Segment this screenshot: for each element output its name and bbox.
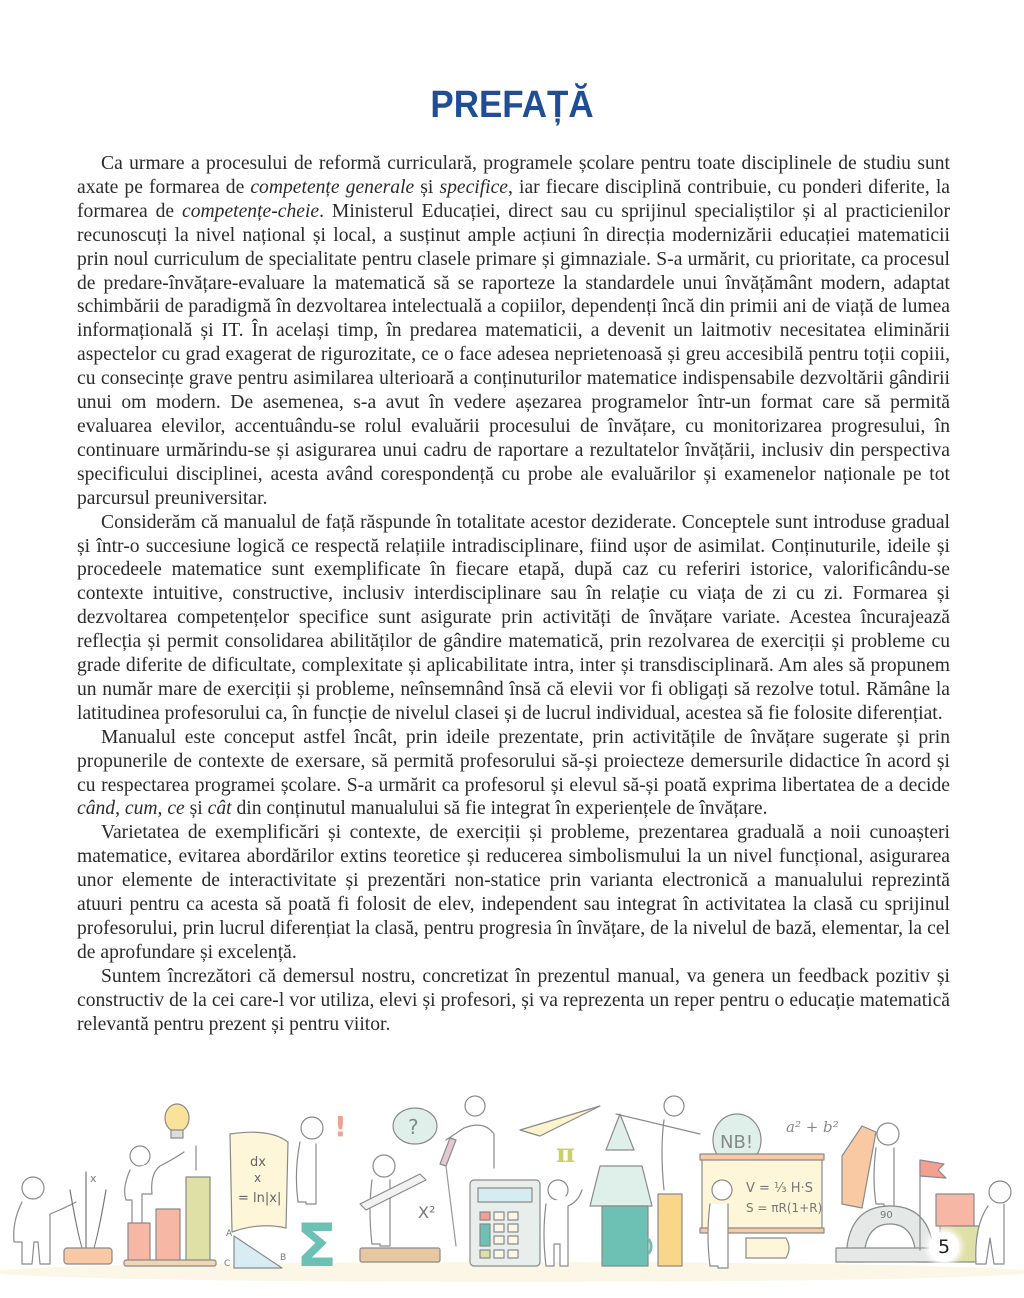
italic-term: când	[77, 798, 116, 820]
italic-term: cum	[124, 798, 158, 820]
text-run: . Ministerul Educației, direct sau cu sprijinul specialiștilor și al practicienilor recunoscuți la nivel național și local, a susținut ample acțiuni în direcția modernizării educației matematicii prin noul curriculum de specialitate pentru clasele primare și gimnaziale. S-a urmărit, cu prioritate, ca procesul de predare-învățare-evaluare la matematică să se raporteze la standardele unui învățământ modern, adaptat schimbării de paradigmă în dezvoltarea intelectuală a copiilor, dependenți încă din primii ani de viață de lumea informațională și IT. În același timp, în predarea matematicii, a devenit un laitmotiv necesitatea eliminării aspectelor cu grad exagerat de rigurozitate, ce o face adesea neprietenoasă și greu accesibilă pentru toții copiii, cu consecințe grave pentru asimilarea ulterioară a conținuturilor matematice indispensabile dezvoltării gândirii unui om modern. De asemenea, s-a avut în vedere așezarea programelor într-un format care să permită evaluarea elevilor, accentuându-se rolul evaluării procesului de învățare, cu monitorizarea progresului, în continuare urmărindu-se și asigurarea unui cadru de raportare a rezultatelor învățării, inclusiv din perspectiva specificului disciplinei, acesta având corespondență cu probe ale evaluărilor și examenelor naționale pe tot parcursul preuniversitar.	[77, 200, 950, 509]
calculator	[470, 1180, 582, 1266]
formula-volume: V = ⅓ H·S	[746, 1181, 813, 1196]
italic-term: cât	[207, 798, 232, 820]
page-title: PREFAȚĂ	[430, 84, 594, 126]
paragraph	[77, 726, 950, 822]
formula-surface: S = πR(1+R)	[746, 1201, 823, 1215]
figure-integral-scroll	[224, 1110, 347, 1281]
protractor-label: 90	[880, 1210, 893, 1221]
preface-body	[77, 152, 950, 1037]
text-run: Considerăm că manualul de față răspunde în totalitate acestor deziderate. Conceptele sunt introduse gradual și într-o succesiune logică ce respectă relațiile intradisciplinare, fiind ușor de asimilat. Conținuturile, ideile și procedeele matematice sunt exemplificate în fiecare etapă, după caz cu referiri istorice, valorificându-se contexte intuitive, constructive, inclusiv interdisciplinare sau în relație cu viața de zi cu zi. Formarea și dezvoltarea competențelor specifice sunt asigurate prin activități de învățare variate. Acestea încurajează reflecția și permit consolidarea abilităților de gândire matematică, prin rezolvarea de exerciții și probleme cu grade diferite de dificultate, complexitate și aplicabilitate intra, inter și transdisciplinară. Am ales să propunem un număr mare de exerciții și probleme, neînsemnând însă că elevii vor fi obligați să rezolve totul. Rămâne la latitudinea profesorului ca, în funcție de nivelul clasei și de lucrul individual, acestea să fie folosite diferențiat.	[77, 511, 950, 724]
paragraph	[77, 511, 950, 726]
math-illustration-banner	[0, 1090, 1024, 1298]
text-run: ,	[115, 798, 125, 820]
integral-numerator: dx	[250, 1155, 266, 1170]
text-run: Manualul este conceput astfel încât, prin ideile prezentate, prin activitățile de învățare sugerate și prin propunerile de contexte de exersare, să permită profesorului să-și proiecteze demersurile didactice în acord și cu respectarea programei școlare. S-a urmărit ca profesorul și elevul să-și poată exprima libertatea de a decide	[77, 726, 950, 796]
svg-text:A: A	[226, 1229, 233, 1239]
text-run: din conținutul manualului să fie integrat în experiențele de învățare.	[231, 798, 768, 820]
text-run: ,	[157, 798, 168, 820]
italic-term: competențe-cheie	[182, 200, 320, 222]
paragraph	[77, 965, 950, 1037]
figure-pencil-protractor	[836, 1123, 1011, 1264]
italic-term: ce	[167, 798, 185, 820]
text-run: și	[414, 176, 440, 198]
integral-result: = ln|x|	[238, 1191, 282, 1206]
x-squared-label: X²	[418, 1203, 436, 1222]
text-run: și	[184, 798, 208, 820]
sigma-symbol: Σ	[296, 1211, 337, 1281]
whiteboard	[700, 1114, 839, 1268]
figure-bar-chart	[124, 1104, 216, 1266]
paragraph	[77, 821, 950, 964]
parabola-axis-label: x	[90, 1172, 97, 1185]
integral-denominator: x	[254, 1171, 262, 1185]
figure-parabola	[14, 1172, 112, 1264]
page-number: 5	[929, 1232, 959, 1262]
svg-text:C: C	[224, 1259, 231, 1269]
paragraph	[77, 152, 950, 511]
fx-label: (x)	[626, 1236, 655, 1257]
italic-term: specifice	[439, 176, 509, 198]
pi-symbol: π	[556, 1139, 576, 1169]
text-run: Ca urmare a procesului de reformă curriculară, programele școlare pentru toate disciplinele de studiu sunt axate pe formarea de	[77, 153, 950, 198]
text-run: , iar fiecare disciplină contribuie, cu ponderi diferite, la formarea de	[77, 176, 950, 222]
text-run: Varietatea de exemplificări și contexte, de exerciții și probleme, prezentarea graduală a noii cunoașteri matematice, evitarea abordărilor extins teoretice și reducerea simbolismului la un nivel funcțional, asigurarea unor elemente de interactivitate și prezentări non-statice prin varianta electronică a manualului reprezintă atuuri pentru ca acesta să poată fi folosit de elev, independent sau integrat în activitatea la clasă cu sprijinul profesorului, prin lucrul diferențiat la clasă, pentru progresia în învățare, de la nivelul de bază, elementar, la cel de aprofundare și excelență.	[77, 822, 950, 963]
text-run: Suntem încrezători că demersul nostru, concretizat în prezentul manual, va genera un feedback pozitiv și constructiv de la cei care-l vor utiliza, elevi și profesori, și va reprezenta un reper pentru o educație matematică relevantă pentru prezent și pentru viitor.	[77, 965, 950, 1035]
pythagoras-label: a² + b²	[786, 1118, 839, 1136]
italic-term: competențe generale	[250, 176, 415, 198]
exclamation-mark: !	[334, 1110, 347, 1143]
svg-text:B: B	[280, 1253, 287, 1263]
question-mark: ?	[408, 1115, 419, 1139]
nb-label: NB!	[720, 1132, 754, 1153]
